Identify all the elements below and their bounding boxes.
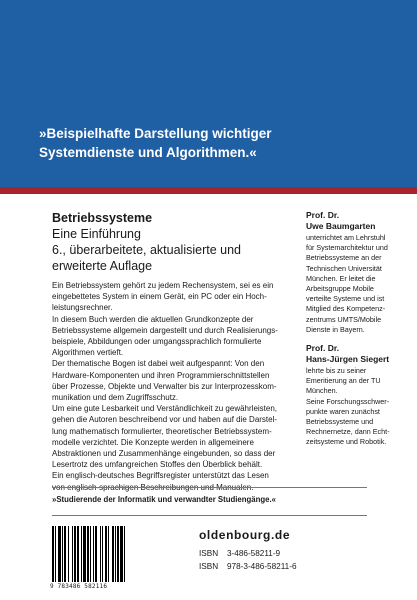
- bio-line: Rechnernetze, dann Echt-: [306, 427, 390, 437]
- author-name: Uwe Baumgarten: [306, 221, 376, 231]
- audience-quote: »Studierende der Informatik und verwandter Studiengänge.«: [52, 495, 276, 504]
- blurb-line: Betriebssysteme allgemein dargestellt und durch Realisierungs-: [52, 325, 278, 335]
- isbn-13: [199, 561, 297, 572]
- barcode-bar: [72, 526, 73, 582]
- barcode-bar: [68, 526, 69, 582]
- top-quote-line: »Beispielhafte Darstellung wichtiger: [39, 126, 272, 141]
- bio-line: Seine Forschungsschwer-: [306, 396, 390, 406]
- blurb-line: Um eine gute Lesbarkeit und Verständlichkeit zu gewährleisten,: [52, 404, 278, 414]
- bio-line: lehrte bis zu seiner: [306, 366, 367, 376]
- author-title: Prof. Dr.: [306, 210, 340, 220]
- edition-line: erweiterte Auflage: [52, 259, 153, 273]
- barcode-bar: [124, 526, 125, 582]
- blurb-line: über Prozesse, Objekte und Verwalter bis zur Interprozesskom-: [52, 381, 277, 391]
- blurb-line: Hardware-Komponenten und ihren Programmierschnittstellen: [52, 370, 270, 380]
- author-name: Hans-Jürgen Siegert: [306, 354, 390, 365]
- blurb-line: gehen die Autoren beschreibend vor und haben auf die Darstel-: [52, 415, 278, 425]
- author-column: [306, 210, 412, 456]
- bio-line: unterrichtet am Lehrstuhl: [306, 233, 386, 242]
- author-title: Prof. Dr.: [306, 343, 340, 354]
- barcode-number: 9 783486 582116: [50, 583, 108, 590]
- barcode-bar: [95, 526, 97, 582]
- author-siegert: [306, 343, 412, 448]
- bio-line: Betriebssysteme an der: [306, 253, 382, 263]
- barcode-bar: [58, 526, 61, 582]
- barcode-bar: [62, 526, 63, 582]
- publisher-url: oldenbourg.de: [199, 528, 291, 542]
- blurb-line: Ein englisch-deutsches Begriffsregister unterstützt das Lesen: [52, 471, 269, 481]
- book-title: Betriebssysteme: [52, 211, 153, 225]
- isbn-10: [199, 548, 280, 559]
- bio-line: Technischen Universität: [306, 263, 382, 273]
- barcode-bar: [77, 526, 79, 582]
- author-baumgarten: [306, 210, 412, 335]
- author-bio: [306, 366, 412, 448]
- barcode: [50, 526, 154, 582]
- bio-line: Mitglied des Kompetenz-: [306, 304, 386, 314]
- barcode-bar: [117, 526, 119, 582]
- barcode-bar: [102, 526, 103, 582]
- barcode-bar: [115, 526, 116, 582]
- blurb-line: beispiele, Abbildungen oder umgangssprachlich formulierte: [52, 337, 262, 347]
- blurb-line: Lesertrotz des umfangreichen Stoffes den Überblick behält.: [52, 460, 263, 470]
- blurb-line: Ein Betriebssystem gehört zu jedem Rechensystem, sei es ein: [52, 281, 274, 290]
- divider-top: [52, 487, 367, 488]
- blurb-line: Der thematische Bogen ist dabei weit aufgespannt: Von den: [52, 359, 265, 369]
- barcode-bar: [90, 526, 91, 582]
- blurb-line: modelle verzichtet. Die Konzepte werden in allgemeinere: [52, 437, 254, 447]
- blurb-line: Abstraktionen und Zusammenhänge eingebunden, so dass der: [52, 449, 276, 459]
- blurb-line: munikation und dem Zugriffsschutz.: [52, 393, 179, 403]
- bio-line: München.: [306, 386, 338, 396]
- blurb-line: lung mathematisch formulierter, theoretischer Betriebssystem-: [52, 426, 272, 436]
- barcode-bar: [87, 526, 89, 582]
- barcode-bar: [112, 526, 114, 582]
- bio-line: Arbeitsgruppe Mobile: [306, 284, 374, 294]
- barcode-bar: [52, 526, 54, 582]
- blurb-line: Algorithmen vertieft.: [52, 348, 124, 358]
- edition-line: 6., überarbeitete, aktualisierte und: [52, 243, 242, 257]
- isbn-label: ISBN: [199, 562, 219, 571]
- barcode-bar: [74, 526, 76, 582]
- barcode-bar: [83, 526, 86, 582]
- bio-line: punkte waren zunächst: [306, 406, 380, 416]
- barcode-bar: [81, 526, 82, 582]
- author-bio: [306, 233, 412, 335]
- isbn-label: ISBN: [199, 549, 219, 558]
- red-stripe: [0, 187, 417, 194]
- barcode-bar: [64, 526, 66, 582]
- blurb-text: [52, 280, 292, 493]
- bio-line: für Systemarchitektur und: [306, 243, 388, 253]
- barcode-bar: [105, 526, 107, 582]
- isbn-value: 3-486-58211-9: [227, 549, 281, 558]
- blurb-line: In diesem Buch werden die aktuellen Grundkonzepte der: [52, 314, 254, 324]
- bio-line: zeitsysteme und Robotik.: [306, 437, 387, 447]
- blurb-line: eingebettetes System in einem Gerät, ein PC oder ein Hoch-: [52, 292, 267, 302]
- blurb-line: leistungsrechner.: [52, 303, 113, 313]
- isbn-value: 978-3-486-58211-6: [227, 562, 297, 571]
- bio-line: Betriebssysteme und: [306, 417, 374, 427]
- barcode-bar: [55, 526, 56, 582]
- bio-line: Emeritierung an der TU: [306, 376, 381, 386]
- top-quote: [39, 124, 399, 162]
- bio-line: München. Er leitet die: [306, 273, 376, 283]
- bio-line: verteilte Systeme und ist: [306, 294, 385, 304]
- top-quote-line: Systemdienste und Algorithmen.«: [39, 145, 257, 160]
- barcode-bar: [108, 526, 109, 582]
- bio-line: Dienste in Bayern.: [306, 324, 365, 334]
- barcode-bar: [93, 526, 94, 582]
- barcode-bar: [100, 526, 101, 582]
- book-subtitle: Eine Einführung: [52, 227, 141, 241]
- barcode-bar: [120, 526, 123, 582]
- main-column: [52, 210, 292, 493]
- bio-line: zentrums UMTS/Mobile: [306, 314, 382, 324]
- divider-bottom: [52, 515, 367, 516]
